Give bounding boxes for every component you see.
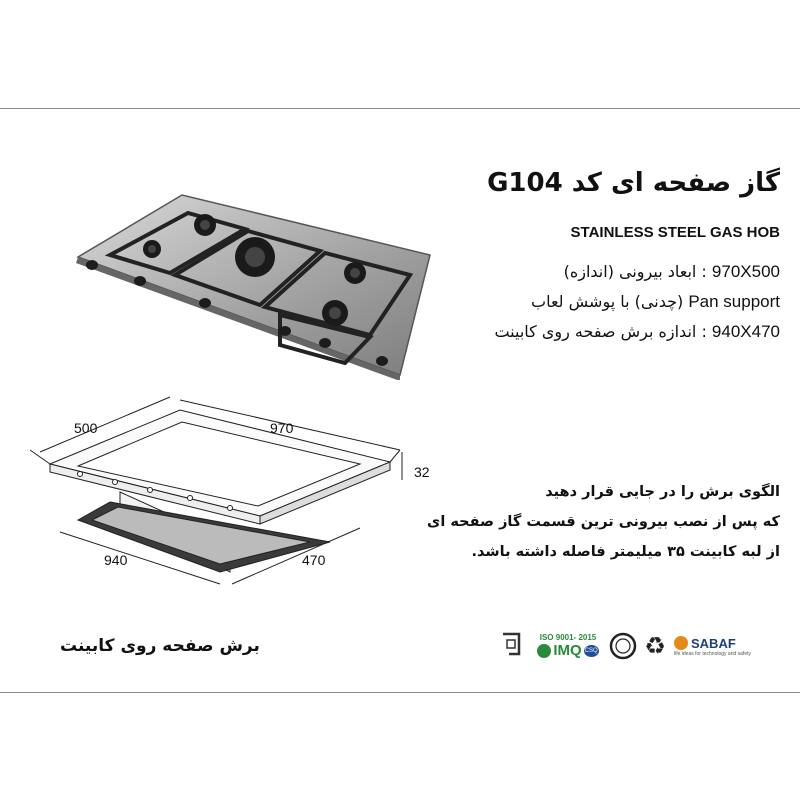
spec-value: Pan support [688, 292, 780, 311]
installation-note-line-1: الگوی برش را در جایی قرار دهید [545, 484, 780, 500]
cutout-caption: برش صفحه روی کابینت [60, 636, 260, 656]
spec-value: 970X500 [711, 262, 780, 281]
dim-depth-label: 500 [74, 420, 98, 436]
product-title: گاز صفحه ای کد G104 [487, 168, 780, 198]
top-divider [0, 108, 800, 109]
sabaf-label: SABAF [691, 635, 736, 651]
gas-hob-image [70, 185, 450, 380]
dim-width-label: 970 [270, 420, 294, 436]
spec-value: 940X470 [711, 322, 780, 341]
spec-row-cutout [494, 322, 780, 342]
standard-mark-icon [498, 628, 526, 664]
spec-row-pan-support [531, 292, 780, 312]
spec-row-dimensions [564, 262, 780, 282]
sabaf-tagline: life ideas for technology and safety [674, 650, 751, 657]
iso-label: ISO 9001- 2015 [539, 633, 597, 642]
product-subtitle: STAINLESS STEEL GAS HOB [570, 224, 780, 241]
imq-label: IMQ [553, 642, 582, 659]
spec-label: (چدنی) با پوشش لعاب [531, 292, 684, 311]
spec-label: : ابعاد بیرونی (اندازه) [563, 262, 707, 281]
installation-note-line-3: از لبه کابینت ۳۵ میلیمتر فاصله داشته باشد. [471, 544, 780, 560]
csq-label: CSQ [584, 645, 599, 657]
quality-seal-icon [608, 628, 638, 664]
dim-cut-width-label: 940 [104, 552, 128, 568]
spec-label: : اندازه برش صفحه روی کابینت [494, 322, 707, 341]
dim-cut-depth-label: 470 [302, 552, 326, 568]
bottom-divider [0, 692, 800, 693]
installation-note-line-2: که پس از نصب بیرونی ترین قسمت گاز صفحه ای [427, 514, 780, 530]
dim-height-label: 32 [414, 464, 430, 480]
sabaf-logo-icon [674, 628, 754, 664]
imq-logo-icon [530, 628, 606, 664]
recycle-icon: ♻ [644, 632, 666, 660]
